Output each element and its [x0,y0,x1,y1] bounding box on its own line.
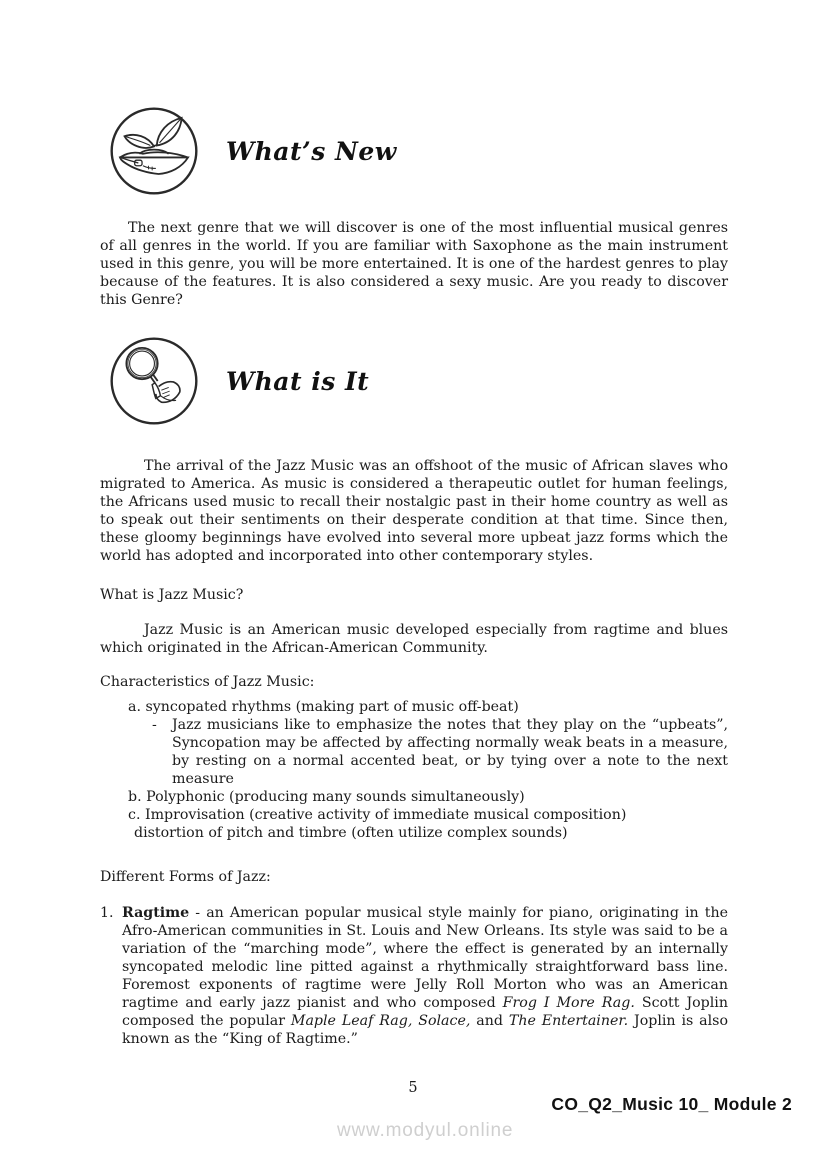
page-content [100,0,728,1048]
song-title-frog-i-more-rag: Frog I More Rag. [502,995,635,1011]
module-label: CO_Q2_Music 10_ Module 2 [551,1094,792,1114]
song-title-maple-leaf-rag-solace: Maple Leaf Rag, Solace, [290,1013,471,1029]
forms-heading: Different Forms of Jazz: [100,869,271,885]
list-item-a: a. syncopated rhythms (making part of music off-beat) [128,699,519,715]
question-heading: What is Jazz Music? [100,587,244,603]
section-title-whats-new: What’s New [226,136,397,166]
item-text [122,904,728,1048]
jazz-intro-paragraph: The arrival of the Jazz Music was an offshoot of the music of African slaves who migrated to America. As music is considered a therapeutic outlet for human feelings, the Africans used music to recall their nostalgic past in their home country as well as to speak out their sentiments on their desperate condition at that time. Since then, these gloomy beginnings have evolved into several more upbeat jazz forms which the world has adopted and incorporated into other contemporary styles. [100,458,728,564]
whats-new-paragraph: The next genre that we will discover is one of the most influential musical genres of all genres in the world. If you are familiar with Saxophone as the main instrument used in this genre, you will be more entertained. It is one of the hardest genres to play because of the features. It is also considered a sexy music. Are you ready to discover this Genre? [100,220,728,308]
characteristics-heading: Characteristics of Jazz Music: [100,674,315,690]
section-header-what-is-it [108,335,728,427]
form-name-ragtime: Ragtime [122,905,190,921]
list-item-c-continuation: distortion of pitch and timbre (often utilize complex sounds) [134,825,568,841]
list-item-b: b. Polyphonic (producing many sounds simultaneously) [128,789,525,805]
ragtime-seg-3: Scott Joplin composed the popular [122,995,728,1029]
jazz-definition-paragraph: Jazz Music is an American music developed especially from ragtime and blues which originated in the African-American Community. [100,622,728,656]
ragtime-seg-5: and [470,1013,509,1029]
form-item-ragtime [100,904,728,1048]
characteristics-list [100,698,728,842]
song-title-the-entertainer: The Entertainer. [508,1013,629,1029]
hand-seedling-icon [108,105,200,197]
ragtime-seg-7: Joplin is also known as the “King of Ragtime.” [122,1013,728,1047]
list-item-a-sub [152,716,728,788]
dash-bullet: - [152,717,157,733]
item-number: 1. [100,905,114,921]
section-header-whats-new [108,105,728,197]
list-item-a-sub-text: Jazz musicians like to emphasize the notes that they play on the “upbeats”, Syncopation may be affected by affecting normally weak beats in a measure, by resting on a normal accented beat, or by tying over a note to the next measure [172,717,728,787]
list-item-c: c. Improvisation (creative activity of immediate musical composition) [128,807,627,823]
watermark-url: www.modyul.online [337,1120,514,1141]
section-title-what-is-it: What is It [226,366,370,396]
ragtime-seg-1: - an American popular musical style mainly for piano, originating in the Afro-American communities in St. Louis and New Orleans. Its style was said to be a variation of the “marching mode”, where the effect is generated by an internally syncopated melodic line pitted against a rhythmically straightforward bass line. Foremost exponents of ragtime were Jelly Roll Morton who was an American ragtime and early jazz pianist and who composed [122,905,728,1011]
page-number: 5 [408,1080,418,1096]
magnifier-hand-icon [108,335,200,427]
